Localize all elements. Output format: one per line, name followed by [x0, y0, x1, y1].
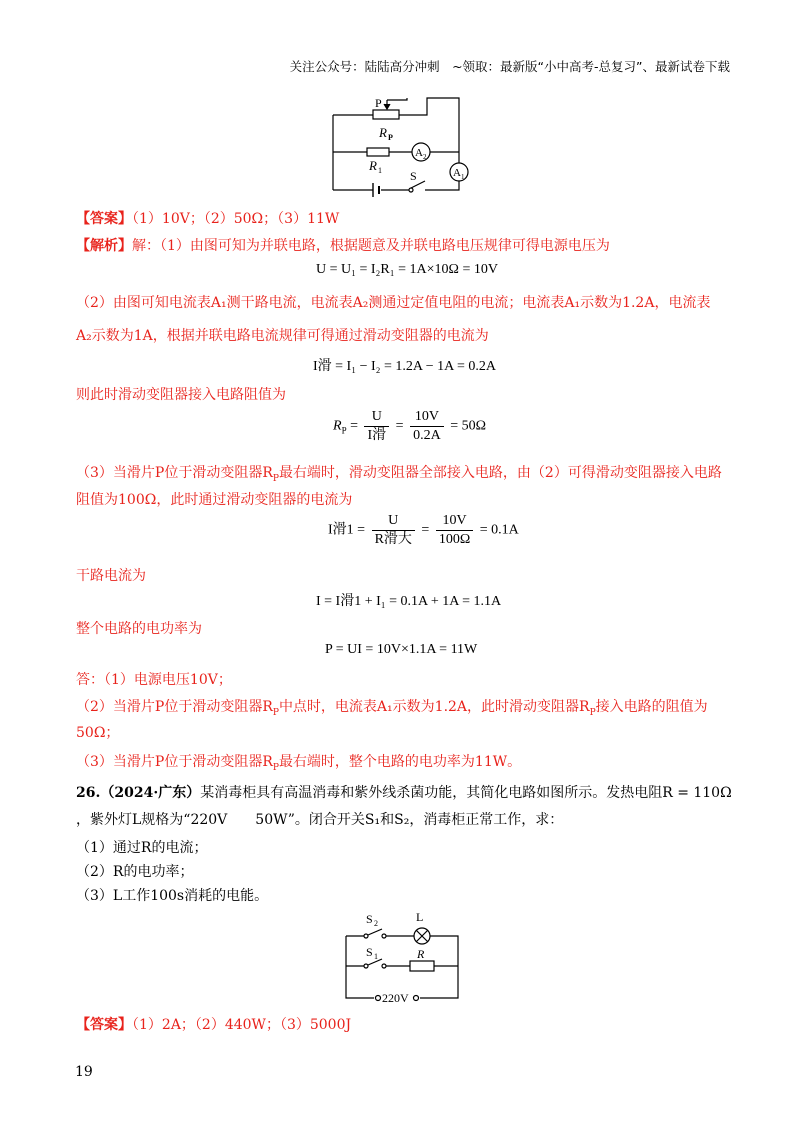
- answer-2: [76, 1015, 351, 1035]
- circuit1-label-rp: R: [379, 125, 387, 140]
- circuit2-label-r: R: [417, 947, 425, 961]
- answer-2-text: （1）2A；（2）440W；（3）5000J: [132, 1017, 352, 1033]
- analysis-line-1: [76, 236, 610, 256]
- conclusion-2: （2）当滑片P位于滑动变阻器$R_P$中点时，电流表A₁示数为1.2A，此时滑动变阻器$R_P$接入电路的阻值为: [76, 699, 708, 718]
- eq4-fraction-1: [372, 512, 415, 549]
- eq4-num: U: [372, 512, 415, 531]
- eq3-den: I滑: [367, 428, 387, 443]
- equation-4: I滑1 = $\frac{U}{\text{R滑大}}$ = $\frac{10V}{100\Omega}$ = 0.1A: [328, 513, 519, 547]
- analysis-tag: 【解析】: [76, 238, 132, 254]
- circuit1-label-p: P: [375, 96, 382, 110]
- eq4-den: R滑大: [374, 532, 412, 547]
- eq4-result: = 0.1A: [479, 522, 519, 538]
- analysis-line-6: 阻值为100Ω，此时通过滑动变阻器的电流为: [76, 492, 353, 508]
- circuit1-label-rp-sub: P: [388, 133, 393, 142]
- analysis-line-2: （2）由图可知电流表A₁测干路电流，电流表A₂测通过定值电阻的电流；电流表A₁示数为1.2A，电流表: [76, 295, 711, 311]
- answer-2-tag: 【答案】: [76, 1017, 132, 1033]
- eq4-num2: 10V: [436, 512, 473, 531]
- analysis-line-8: 整个电路的电功率为: [76, 621, 202, 637]
- conclusion-3: （3）当滑片P位于滑动变阻器$R_P$最右端时，整个电路的电功率为11W。: [76, 754, 522, 773]
- circuit1-label-a1-sub: 1: [461, 173, 465, 181]
- circuit2-label-s2: S: [366, 912, 373, 926]
- problem-26-question-1: （1）通过R的电流；: [76, 840, 208, 856]
- conclusion-2-cont: 50Ω；: [76, 725, 120, 741]
- circuit2-label-s1: S: [366, 945, 373, 959]
- problem-26-line-2: ，紫外灯L规格为“220V 50W”。闭合开关S₁和S₂，消毒柜正常工作，求：: [76, 812, 564, 828]
- conclusion-2c: 接入电路的阻值为: [595, 699, 708, 715]
- eq4-lhs: I滑1 =: [328, 522, 366, 538]
- circuit-diagram-2: [338, 908, 468, 1004]
- circuit2-label-l: L: [416, 910, 424, 924]
- circuit2-label-s2-sub: 2: [374, 919, 378, 928]
- eq3-fraction-2: [410, 408, 444, 445]
- analysis-line-5: （3）当滑片P位于滑动变阻器$R_P$最右端时，滑动变阻器全部接入电路，由（2）可得滑动变阻器接入电路: [76, 465, 722, 484]
- eq3-fraction-1: [364, 408, 389, 445]
- analysis-text-5b: 最右端时，滑动变阻器全部接入电路，由（2）可得滑动变阻器接入电路: [278, 465, 722, 481]
- problem-number: 26.: [76, 785, 101, 801]
- answer-1: [76, 209, 339, 229]
- problem-source: （2024·广东）: [100, 785, 201, 801]
- eq3-lhs: R: [333, 418, 342, 434]
- eq4-den2: 100Ω: [438, 532, 471, 547]
- circuit2-label-s1-sub: 1: [374, 952, 378, 961]
- eq3-lhs-sub: P: [341, 425, 347, 436]
- conclusion-1: 答：（1）电源电压10V；: [76, 672, 232, 688]
- problem-26-question-3: （3）L工作100s消耗的电能。: [76, 888, 269, 904]
- conclusion-2a: （2）当滑片P位于滑动变阻器R: [76, 699, 273, 715]
- circuit2-label-voltage: 220V: [382, 991, 409, 1004]
- equation-3: $R_P$ = $\frac{U}{\text{I滑}}$ = $\frac{10V}{0.2A}$ = 50Ω: [333, 409, 486, 443]
- analysis-text-5a: （3）当滑片P位于滑动变阻器R: [76, 465, 273, 481]
- circuit1-label-r1-sub: 1: [378, 166, 382, 175]
- analysis-line-3: A₂示数为1A，根据并联电路电流规律可得通过滑动变阻器的电流为: [76, 328, 489, 344]
- analysis-text-1: 解：（1）由图可知为并联电路，根据题意及并联电路电压规律可得电源电压为: [132, 238, 610, 254]
- answer-1-text: （1）10V；（2）50Ω；（3）11W: [132, 211, 340, 227]
- circuit1-label-a2-sub: 2: [423, 153, 427, 161]
- problem-26-line-1: [76, 783, 732, 803]
- eq3-num2: 10V: [410, 408, 444, 427]
- problem-26-question-2: （2）R的电功率；: [76, 864, 194, 880]
- circuit1-label-a1: A: [453, 167, 461, 179]
- equation-2: I滑 = I₁ − I₂ = 1.2A − 1A = 0.2A: [313, 359, 497, 374]
- eq4-fraction-2: [436, 512, 473, 549]
- conclusion-3a: （3）当滑片P位于滑动变阻器R: [76, 754, 273, 770]
- circuit1-label-a2: A: [415, 147, 423, 159]
- analysis-line-4: 则此时滑动变阻器接入电路阻值为: [76, 387, 286, 403]
- circuit1-label-r1: R: [369, 158, 377, 173]
- problem-text-1: 某消毒柜具有高温消毒和紫外线杀菌功能，其简化电路如图所示。发热电阻R = 110Ω: [200, 785, 732, 801]
- equation-1: U = U₁ = I₂R₁ = 1A×10Ω = 10V: [316, 262, 498, 277]
- answer-1-tag: 【答案】: [76, 211, 132, 227]
- eq3-result: = 50Ω: [450, 418, 486, 434]
- circuit-diagram-1: [325, 92, 475, 202]
- eq3-den2: 0.2A: [413, 428, 441, 443]
- circuit1-label-s: S: [410, 169, 417, 183]
- equation-5: I = I滑1 + I₁ = 0.1A + 1A = 1.1A: [316, 594, 502, 609]
- page-number: 19: [75, 1064, 93, 1080]
- conclusion-3b: 最右端时，整个电路的电功率为11W。: [278, 754, 522, 770]
- equation-6: P = UI = 10V×1.1A = 11W: [325, 642, 478, 657]
- analysis-line-7: 干路电流为: [76, 568, 146, 584]
- eq3-num: U: [364, 408, 389, 427]
- conclusion-2b: 中点时，电流表A₁示数为1.2A，此时滑动变阻器R: [278, 699, 590, 715]
- page-header: 关注公众号：陆陆高分冲刺 ~领取：最新版“小中高考-总复习”、最新试卷下载: [289, 59, 730, 74]
